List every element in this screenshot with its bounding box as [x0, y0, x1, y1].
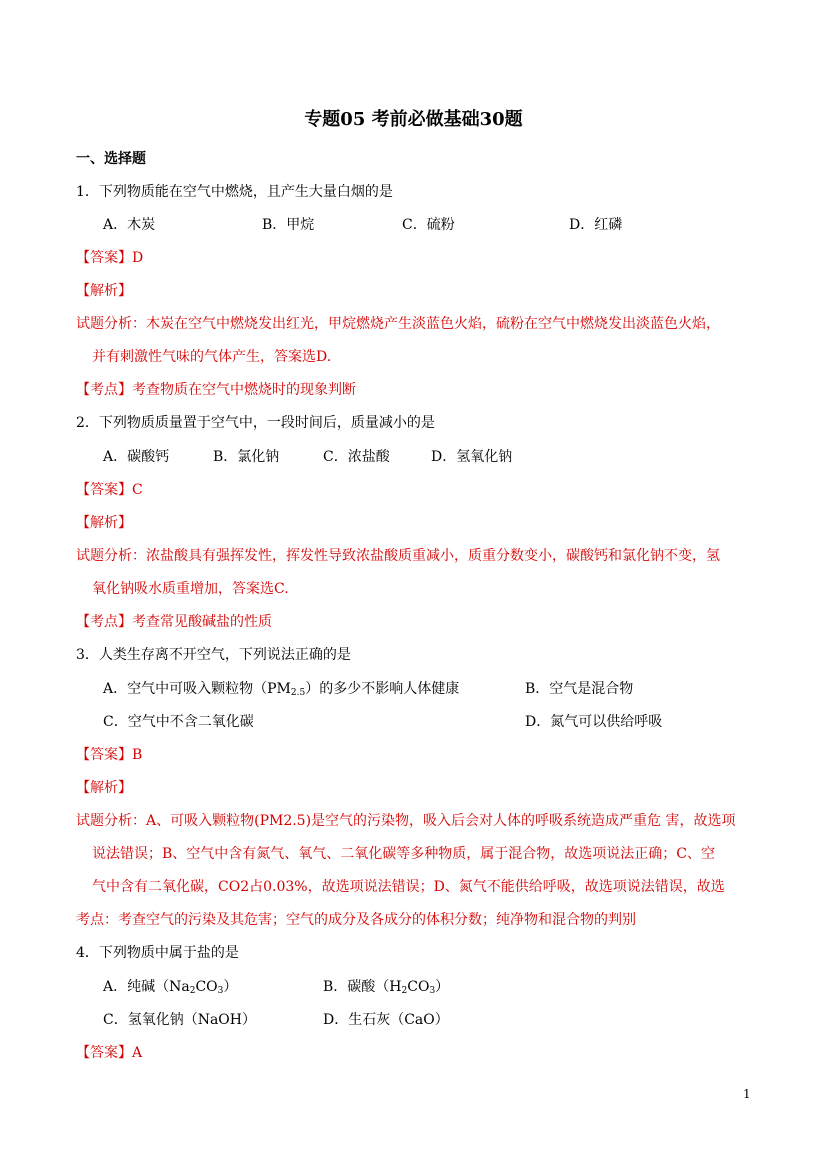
q3-answer: 【答案】B — [76, 747, 143, 763]
q3-kaodian: 考点：考查空气的污染及其危害；空气的成分及各成分的体积分数；纯净物和混合物的判别 — [76, 912, 636, 928]
q2-analysis-line-1: 试题分析：浓盐酸具有强挥发性，挥发性导致浓盐酸质重减小，质重分数变小，碳酸钙和氯化钠不变，氢 — [76, 548, 720, 564]
q1-option-c: C．硫粉 — [402, 217, 455, 233]
q2-kaodian: 【考点】考查常见酸碱盐的性质 — [76, 614, 272, 630]
q4-a-text-1: A．纯碱（Na — [103, 979, 190, 995]
q4-b-text-3: ） — [435, 979, 450, 995]
q3-option-a — [103, 680, 459, 702]
q3-analysis-line-2: 说法错误；B、空气中含有氮气、氧气、二氧化碳等多种物质，属于混合物，故选项说法正确；C、空 — [92, 846, 715, 862]
question-3-stem: 3．人类生存离不开空气，下列说法正确的是 — [76, 647, 351, 663]
q2-option-b: B．氯化钠 — [213, 449, 280, 465]
q3-analysis-line-1: 试题分析：A、可吸入颗粒物(PM2.5)是空气的污染物，吸入后会对人体的呼吸系统造成严重危 害，故选项 — [76, 813, 736, 829]
q3-analysis-label: 【解析】 — [76, 780, 132, 796]
q2-analysis-line-2: 氧化钠吸水质重增加，答案选C. — [92, 581, 289, 597]
q3-option-d: D．氮气可以供给呼吸 — [525, 714, 663, 730]
q4-a-text-2: CO — [195, 979, 218, 995]
q2-answer: 【答案】C — [76, 482, 143, 498]
q4-option-d: D．生石灰（CaO） — [323, 1012, 449, 1028]
question-1-stem: 1．下列物质能在空气中燃烧，且产生大量白烟的是 — [76, 184, 393, 200]
q4-b-text-2: CO — [407, 979, 430, 995]
question-2-stem: 2．下列物质质量置于空气中，一段时间后，质量减小的是 — [76, 415, 435, 431]
q4-option-c: C．氢氧化钠（NaOH） — [103, 1012, 256, 1028]
q4-a-sub-1: 2 — [189, 986, 196, 996]
q4-a-text-3: ） — [223, 979, 238, 995]
q3-option-c: C．空气中不含二氧化碳 — [103, 714, 254, 730]
question-4-stem: 4．下列物质中属于盐的是 — [76, 945, 239, 961]
q3-option-a-text-1: A．空气中可吸入颗粒物（PM — [103, 681, 291, 697]
q4-b-sub-2: 3 — [429, 986, 436, 996]
q3-option-a-text-2: ）的多少不影响人体健康 — [305, 681, 460, 697]
q1-option-b: B．甲烷 — [262, 217, 315, 233]
q3-option-b: B．空气是混合物 — [525, 681, 634, 697]
q1-option-a: A．木炭 — [103, 217, 156, 233]
page-number: 1 — [743, 1087, 751, 1101]
q4-b-sub-1: 2 — [401, 986, 408, 996]
q1-analysis-label: 【解析】 — [76, 283, 132, 299]
q3-analysis-line-3: 气中含有二氧化碳，CO2占0.03%，故选项说法错误；D、氮气不能供给呼吸，故选项说法错误，故选 — [92, 879, 725, 895]
q2-analysis-label: 【解析】 — [76, 515, 132, 531]
q4-option-a — [103, 978, 237, 1000]
q4-a-sub-2: 3 — [217, 986, 224, 996]
q1-kaodian: 【考点】考查物质在空气中燃烧时的现象判断 — [76, 382, 356, 398]
page-title: 专题05 考前必做基础30题 — [304, 109, 523, 130]
q1-answer: 【答案】D — [76, 250, 144, 266]
q4-answer: 【答案】A — [76, 1045, 143, 1061]
q2-option-a: A．碳酸钙 — [103, 449, 170, 465]
q4-b-text-1: B．碳酸（H — [323, 979, 402, 995]
q1-option-d: D．红磷 — [569, 217, 623, 233]
q3-option-a-subscript: 2.5 — [290, 688, 306, 698]
q1-analysis-line-2: 并有刺激性气味的气体产生，答案选D. — [92, 349, 332, 365]
q2-option-c: C．浓盐酸 — [323, 449, 390, 465]
section-heading: 一、选择题 — [76, 151, 146, 167]
q4-option-b — [323, 978, 449, 1000]
q2-option-d: D．氢氧化钠 — [431, 449, 513, 465]
q1-analysis-line-1: 试题分析：木炭在空气中燃烧发出红光，甲烷燃烧产生淡蓝色火焰，硫粉在空气中燃烧发出淡蓝色火焰， — [76, 316, 720, 332]
